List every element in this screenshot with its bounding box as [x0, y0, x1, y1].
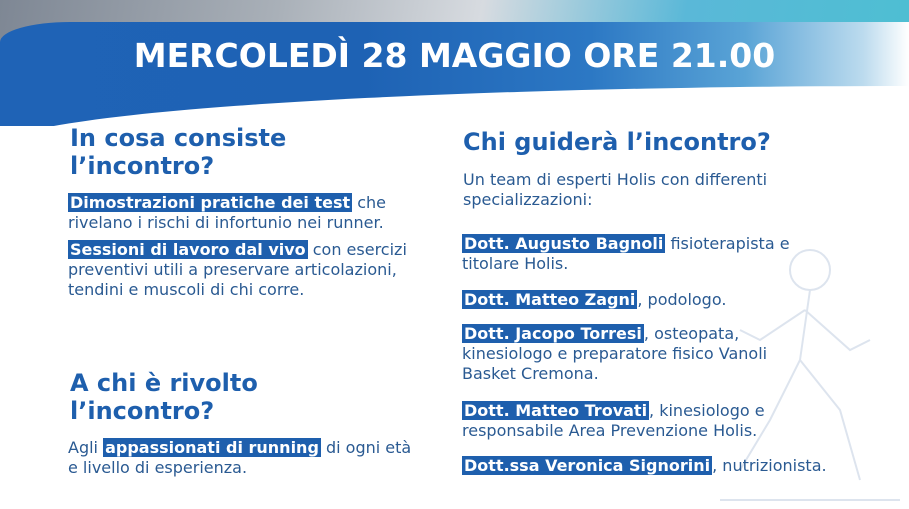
expert-role: , nutrizionista.	[712, 456, 827, 475]
expert-item	[462, 290, 822, 310]
what-heading: In cosa consiste l’incontro?	[70, 124, 287, 180]
expert-item	[462, 456, 882, 476]
expert-name: Dott. Augusto Bagnoli	[464, 234, 664, 253]
who-heading: A chi è rivolto l’incontro?	[70, 369, 258, 425]
expert-role: fisioterapista e titolare Holis.	[462, 234, 790, 273]
sessions-description	[68, 240, 408, 300]
expert-role: , podologo.	[637, 290, 727, 309]
highlight-demonstrations: Dimostrazioni pratiche dei test	[70, 193, 351, 212]
expert-name: Dott. Matteo Zagni	[464, 290, 636, 309]
expert-role: , osteopata, kinesiologo e preparatore fisico Vanoli Basket Cremona.	[462, 324, 768, 383]
highlight-sessions: Sessioni di lavoro dal vivo	[70, 240, 306, 259]
expert-name: Dott. Jacopo Torresi	[464, 324, 642, 343]
highlight-running: appassionati di running	[105, 438, 319, 457]
sessions-text: con esercizi preventivi utili a preservare articolazioni, tendini e muscoli di chi corre.	[68, 240, 407, 299]
demonstrations-text: che rivelano i rischi di infortunio nei runner.	[68, 193, 386, 232]
expert-item	[462, 401, 812, 441]
guides-heading: Chi guiderà l’incontro?	[463, 128, 771, 156]
expert-item	[462, 234, 822, 274]
expert-name: Dott.ssa Veronica Signorini	[464, 456, 711, 475]
expert-name: Dott. Matteo Trovati	[464, 401, 648, 420]
expert-item	[462, 324, 792, 384]
team-intro: Un team di esperti Holis con differenti specializzazioni:	[463, 170, 768, 209]
audience-description: Agli appassionati di running di ogni età e livello di esperienza.	[68, 438, 412, 477]
expert-role: , kinesiologo e responsabile Area Prevenzione Holis.	[462, 401, 765, 440]
event-date-title: MERCOLEDÌ 28 MAGGIO ORE 21.00	[133, 36, 776, 75]
what-description	[68, 193, 428, 233]
